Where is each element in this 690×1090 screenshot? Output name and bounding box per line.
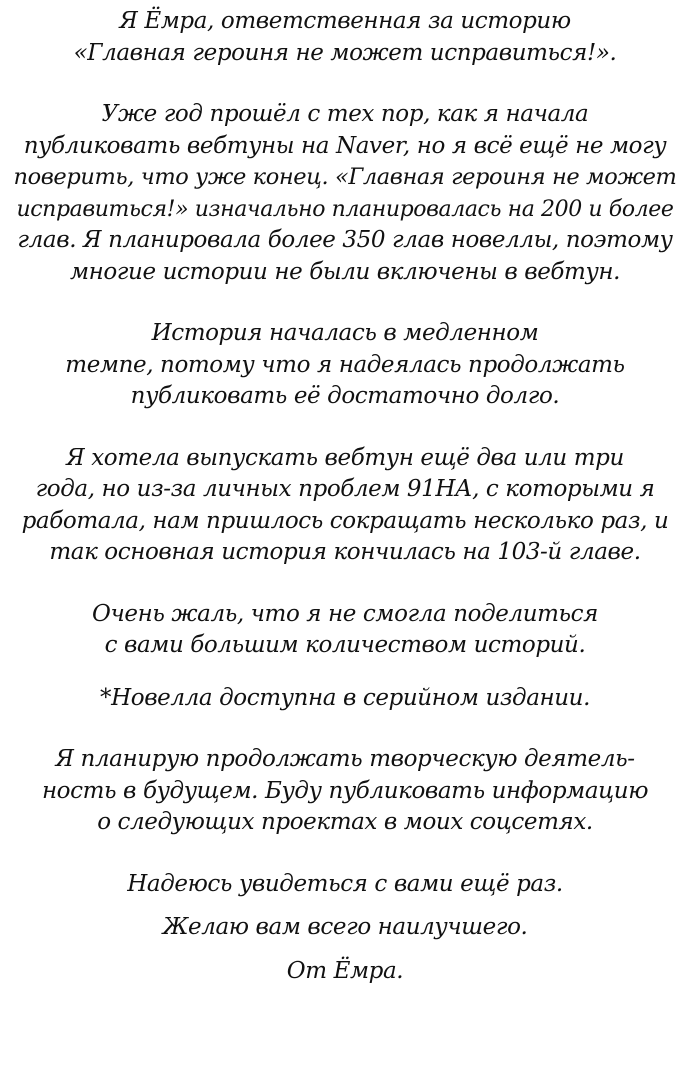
text-line: поверить, что уже конец. «Главная героиня не может bbox=[13, 164, 677, 190]
webtoon-history-paragraph bbox=[10, 99, 680, 288]
text-line: темпе, потому что я надеялась продолжать bbox=[65, 351, 625, 378]
pace-paragraph bbox=[10, 318, 680, 413]
text-line: Уже год прошёл с тех пор, как я начала bbox=[101, 101, 589, 127]
text-line: Желаю вам всего наилучшего. bbox=[162, 914, 528, 940]
text-line: ность в будущем. Буду публиковать информацию bbox=[41, 777, 649, 804]
see-you-paragraph bbox=[10, 869, 680, 901]
text-line: так основная история кончилась на 103-й главе. bbox=[49, 539, 641, 565]
novel-note-paragraph bbox=[10, 683, 680, 715]
signature-line: От Ёмра. bbox=[286, 957, 404, 984]
ending-paragraph bbox=[10, 443, 680, 569]
text-line: исправиться!» изначально планировалась на 200 и более bbox=[16, 196, 674, 222]
text-line: года, но из-за личных проблем 91НА, с которыми я bbox=[35, 476, 655, 502]
text-line: Я хотела выпускать вебтун ещё два или три bbox=[66, 444, 624, 471]
signature-paragraph bbox=[10, 956, 680, 988]
text-line: с вами большим количеством историй. bbox=[104, 632, 586, 658]
future-plans-paragraph bbox=[10, 744, 680, 839]
text-line: глав. Я планировала более 350 глав новеллы, поэтому bbox=[17, 227, 673, 253]
text-line: работала, нам пришлось сокращать несколько раз, и bbox=[21, 507, 669, 534]
text-line: Я планирую продолжать творческую деятель- bbox=[55, 746, 635, 772]
wishes-paragraph bbox=[10, 912, 680, 944]
text-line: о следующих проектах в моих соцсетях. bbox=[97, 809, 593, 835]
regret-paragraph bbox=[10, 599, 680, 662]
text-line: История началась в медленном bbox=[151, 320, 539, 346]
text-line: многие истории не были включены в вебтун. bbox=[69, 258, 621, 285]
text-line: публиковать вебтуны на Naver, но я всё ещё не могу bbox=[23, 132, 667, 159]
text-line: публиковать её достаточно долго. bbox=[130, 383, 560, 409]
text-line: *Новелла доступна в серийном издании. bbox=[99, 684, 590, 711]
text-line: Надеюсь увидеться с вами ещё раз. bbox=[127, 870, 563, 897]
intro-paragraph bbox=[10, 6, 680, 69]
text-line: «Главная героиня не может исправиться!». bbox=[73, 39, 617, 66]
text-line: Очень жаль, что я не смогла поделиться bbox=[92, 600, 598, 627]
text-line: Я Ёмра, ответственная за историю bbox=[119, 8, 571, 34]
